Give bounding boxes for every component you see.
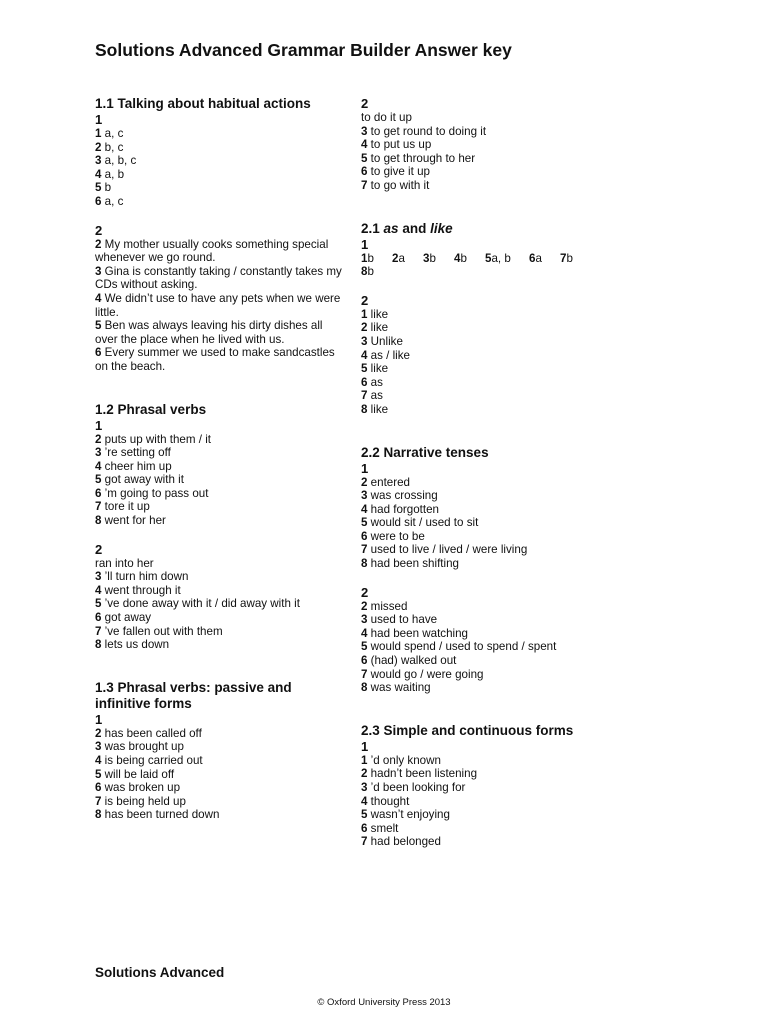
- answer-text: missed: [367, 599, 408, 613]
- answer-text: would sit / used to sit: [367, 516, 479, 530]
- answer-text: b: [101, 181, 112, 195]
- answer-line: [95, 127, 347, 141]
- answer-text: to give it up: [367, 165, 430, 179]
- answer-number: 2: [95, 237, 102, 251]
- answer-line: [361, 376, 661, 390]
- answer-line: [95, 265, 347, 292]
- section-1-3: [95, 680, 347, 822]
- answer-line: [95, 638, 347, 652]
- answer-number: 8: [95, 808, 102, 822]
- answer-number: 8: [361, 557, 368, 571]
- answer-text: had forgotten: [367, 502, 440, 516]
- answer-number: 6: [361, 821, 368, 835]
- answer-text: ’ll turn him down: [101, 570, 189, 584]
- answer-text: ’ve done away with it / did away with it: [101, 597, 300, 611]
- answer-line: [95, 781, 347, 795]
- answer-number: 4: [361, 138, 368, 152]
- answer-text: a, c: [101, 127, 124, 140]
- answer-text: had belonged: [367, 835, 441, 849]
- answer-line: [95, 625, 347, 639]
- answer-text: to get round to doing it: [367, 124, 487, 138]
- answer-line: [361, 808, 661, 822]
- answer-text: Unlike: [367, 334, 403, 348]
- answer-number: 7: [361, 389, 368, 403]
- answer-text: has been turned down: [101, 808, 220, 822]
- exercise-number: 2: [95, 222, 103, 238]
- answer-line: [361, 781, 661, 795]
- answer-number: 2: [95, 140, 102, 154]
- answer-text: as: [367, 389, 383, 403]
- answer-text: a, c: [101, 194, 124, 208]
- answer-number: 1: [361, 753, 368, 767]
- answer-number: 5: [361, 516, 368, 530]
- section-title: 1.3 Phrasal verbs: passive and infinitive forms: [95, 679, 292, 711]
- answer-line: [95, 570, 347, 584]
- answer-line: [361, 489, 661, 503]
- answer-line: [95, 487, 347, 501]
- answer-text: used to have: [367, 613, 438, 627]
- answer-line: [95, 195, 347, 209]
- answer-text: went through it: [101, 583, 181, 597]
- answer-number: 4: [361, 502, 368, 516]
- inline-answer: 7b: [560, 251, 573, 265]
- answer-text: smelt: [367, 821, 399, 835]
- answer-line: [95, 346, 347, 373]
- answer-text: used to live / lived / were living: [367, 543, 528, 557]
- answer-number: 8: [95, 638, 102, 652]
- answer-line: [95, 584, 347, 598]
- answer-text: had been shifting: [367, 557, 459, 571]
- answer-text: is being held up: [101, 794, 186, 808]
- answer-number: 7: [95, 624, 102, 638]
- answer-line: [361, 627, 661, 641]
- answer-line: [361, 613, 661, 627]
- answer-number: 6: [361, 654, 368, 668]
- answer-line: [361, 754, 661, 768]
- answer-line: [361, 476, 661, 490]
- section-1-2: [95, 402, 347, 652]
- answer-text: b, c: [101, 140, 124, 154]
- answer-text: would spend / used to spend / spent: [367, 640, 557, 654]
- exercise-number: 1: [361, 460, 369, 476]
- answer-line: [361, 543, 661, 557]
- inline-answer: 5a, b: [485, 251, 511, 265]
- answer-text: has been called off: [101, 726, 202, 740]
- answer-line: [361, 516, 661, 530]
- answer-number: 3: [95, 570, 102, 584]
- inline-answer: 4b: [454, 251, 467, 265]
- answer-number: 5: [95, 473, 102, 487]
- answer-line: [95, 154, 347, 168]
- exercise-number: 2: [95, 541, 103, 557]
- footer-brand: Solutions Advanced: [95, 965, 225, 980]
- answer-number: 8: [361, 681, 368, 695]
- answer-line: [361, 389, 661, 403]
- answer-line: [361, 822, 661, 836]
- right-column: [361, 96, 661, 849]
- answer-number: 5: [361, 151, 368, 165]
- answer-line: [95, 433, 347, 447]
- inline-answer: 1b: [361, 251, 374, 265]
- answer-number: 5: [95, 767, 102, 781]
- answer-text: like: [367, 402, 389, 416]
- answer-line: 8b: [361, 265, 374, 279]
- answer-text: was broken up: [101, 781, 181, 795]
- answer-number: 6: [95, 781, 102, 795]
- answer-number: 7: [95, 794, 102, 808]
- answer-line: [95, 141, 347, 155]
- answer-line: ran into her: [95, 556, 154, 570]
- answer-number: 6: [95, 611, 102, 625]
- answer-line: [361, 335, 661, 349]
- answer-number: 4: [95, 754, 102, 767]
- answer-line: [361, 165, 661, 179]
- inline-answer: 6a: [529, 251, 542, 265]
- answer-number: 7: [361, 667, 368, 681]
- section-title: 2.1 as and like: [361, 220, 453, 236]
- answer-line: to do it up: [361, 111, 412, 124]
- answer-line: [95, 611, 347, 625]
- answer-line: [361, 138, 661, 152]
- answer-line: [361, 125, 661, 139]
- answer-line: [95, 768, 347, 782]
- answer-number: 4: [361, 794, 368, 808]
- answer-number: 2: [361, 475, 368, 489]
- answer-text: went for her: [101, 514, 166, 528]
- answer-text: a, b, c: [101, 154, 137, 168]
- exercise-number: 1: [361, 738, 369, 754]
- answer-number: 3: [95, 154, 102, 168]
- answer-line: [95, 727, 347, 741]
- answer-text: My mother usually cooks something special whenever we go round.: [95, 237, 329, 265]
- answer-text: Gina is constantly taking / constantly takes my CDs without asking.: [95, 264, 342, 292]
- answer-text: Ben was always leaving his dirty dishes all over the place when he lived with us.: [95, 319, 323, 346]
- answer-line: [95, 740, 347, 754]
- answer-line: [361, 530, 661, 544]
- answer-text: Every summer we used to make sandcastles on the beach.: [95, 346, 335, 373]
- exercise-number: 1: [95, 417, 103, 433]
- answer-line: [95, 238, 347, 265]
- answer-line: [361, 179, 661, 193]
- answer-text: would go / were going: [367, 667, 484, 681]
- answer-line: [95, 754, 347, 768]
- answer-line: [95, 292, 347, 319]
- answer-line: [361, 403, 661, 417]
- answer-number: 3: [95, 264, 102, 278]
- answer-number: 1: [361, 307, 368, 321]
- answer-text: were to be: [367, 529, 425, 543]
- answer-text: ’re setting off: [101, 446, 171, 460]
- answer-number: 4: [361, 626, 368, 640]
- answer-line: [361, 349, 661, 363]
- answer-line: [361, 835, 661, 849]
- answer-line: [95, 795, 347, 809]
- answer-text: puts up with them / it: [101, 432, 211, 446]
- answer-number: 6: [361, 165, 368, 179]
- answer-line: [361, 308, 661, 322]
- answer-number: 3: [361, 613, 368, 627]
- section-2-1: [361, 221, 661, 417]
- answer-line: [95, 500, 347, 514]
- answer-number: 4: [95, 291, 102, 305]
- answer-number: 3: [95, 740, 102, 754]
- answer-number: 4: [95, 459, 102, 473]
- answer-number: 7: [361, 178, 368, 192]
- answer-number: 6: [361, 529, 368, 543]
- answer-number: 2: [361, 767, 368, 781]
- answer-text: will be laid off: [101, 767, 175, 781]
- answer-number: 3: [361, 124, 368, 138]
- answer-line: [95, 808, 347, 822]
- answer-number: 5: [95, 181, 102, 195]
- answer-number: 2: [361, 321, 368, 335]
- answer-line: [95, 597, 347, 611]
- answer-number: 6: [95, 486, 102, 500]
- answer-text: like: [367, 362, 389, 376]
- answer-number: 5: [95, 319, 102, 333]
- answer-text: as / like: [367, 348, 410, 362]
- answer-line: [95, 514, 347, 528]
- answer-line: [95, 446, 347, 460]
- exercise-number: 1: [361, 236, 369, 252]
- answer-number: 3: [361, 781, 368, 794]
- exercise-number: 2: [361, 96, 369, 111]
- answer-text: was crossing: [367, 489, 438, 503]
- answer-text: ’m going to pass out: [101, 486, 209, 500]
- answer-number: 6: [95, 194, 102, 208]
- answer-number: 6: [95, 346, 102, 360]
- answer-text: is being carried out: [101, 754, 203, 767]
- answer-number: 7: [361, 543, 368, 557]
- answer-text: was waiting: [367, 681, 431, 695]
- exercise-number: 1: [95, 711, 103, 727]
- answer-text: to get through to her: [367, 151, 476, 165]
- answer-line: [361, 362, 661, 376]
- answer-number: 4: [95, 583, 102, 597]
- answer-line: [361, 767, 661, 781]
- answer-text: to go with it: [367, 178, 430, 192]
- answer-text: had been watching: [367, 626, 469, 640]
- answer-text: was brought up: [101, 740, 184, 754]
- exercise-number: 2: [361, 584, 369, 600]
- answer-text: like: [367, 321, 389, 335]
- inline-answer: 3b: [423, 251, 436, 265]
- answer-text: thought: [367, 794, 410, 808]
- answer-number: 2: [95, 432, 102, 446]
- answer-line: [95, 473, 347, 487]
- answer-number: 3: [361, 334, 368, 348]
- answer-line: [361, 640, 661, 654]
- section-1-1: [95, 96, 347, 374]
- answer-number: 2: [95, 726, 102, 740]
- answer-line: [95, 181, 347, 195]
- answer-text: as: [367, 375, 383, 389]
- answer-line: [361, 152, 661, 166]
- left-column: [95, 96, 347, 822]
- answer-line: [361, 600, 661, 614]
- inline-answer: 2a: [392, 251, 405, 265]
- inline-answers: [361, 252, 661, 266]
- answer-line: [361, 321, 661, 335]
- answer-text: ’d been looking for: [367, 781, 466, 794]
- answer-text: a, b: [101, 167, 125, 181]
- answer-number: 4: [361, 348, 368, 362]
- answer-text: wasn’t enjoying: [367, 808, 450, 822]
- answer-text: like: [367, 307, 389, 321]
- answer-number: 5: [361, 362, 368, 376]
- answer-text: lets us down: [101, 638, 170, 652]
- answer-text: hadn’t been listening: [367, 767, 478, 781]
- section-2-2: [361, 445, 661, 695]
- footer-copyright: © Oxford University Press 2013: [317, 997, 451, 1008]
- answer-number: 3: [95, 446, 102, 460]
- exercise-number: 1: [95, 112, 103, 127]
- answer-number: 4: [95, 167, 102, 181]
- answer-line: [361, 795, 661, 809]
- answer-text: ’ve fallen out with them: [101, 624, 223, 638]
- answer-number: 5: [361, 640, 368, 654]
- section-title: 2.3 Simple and continuous forms: [361, 722, 574, 738]
- answer-line: [361, 681, 661, 695]
- answer-line: [361, 503, 661, 517]
- section-2-3: [361, 723, 661, 849]
- section-1-3-continued: [361, 96, 661, 193]
- answer-line: [95, 319, 347, 346]
- answer-number: 5: [361, 808, 368, 822]
- answer-number: 3: [361, 489, 368, 503]
- answer-number: 2: [361, 599, 368, 613]
- answer-number: 6: [361, 375, 368, 389]
- exercise-number: 2: [361, 292, 369, 308]
- answer-text: ’d only known: [367, 753, 441, 767]
- answer-line: [361, 557, 661, 571]
- answer-line: [95, 460, 347, 474]
- answer-number: 7: [361, 835, 368, 849]
- answer-number: 8: [95, 514, 102, 528]
- answer-line: [95, 168, 347, 182]
- answer-text: (had) walked out: [367, 654, 457, 668]
- answer-text: to put us up: [367, 138, 432, 152]
- answer-number: 8: [361, 402, 368, 416]
- answer-number: 5: [95, 597, 102, 611]
- answer-text: got away with it: [101, 473, 184, 487]
- answer-text: entered: [367, 475, 410, 489]
- section-title: 1.1 Talking about habitual actions: [95, 96, 311, 111]
- answer-text: cheer him up: [101, 459, 172, 473]
- page-title: Solutions Advanced Grammar Builder Answer key: [95, 40, 512, 60]
- answer-text: We didn’t use to have any pets when we were little.: [95, 291, 341, 319]
- answer-line: [361, 668, 661, 682]
- answer-text: got away: [101, 611, 152, 625]
- answer-line: [361, 654, 661, 668]
- answer-number: 7: [95, 500, 102, 514]
- answer-text: tore it up: [101, 500, 150, 514]
- answer-number: 1: [95, 127, 102, 140]
- section-title: 2.2 Narrative tenses: [361, 444, 489, 460]
- section-title: 1.2 Phrasal verbs: [95, 401, 207, 417]
